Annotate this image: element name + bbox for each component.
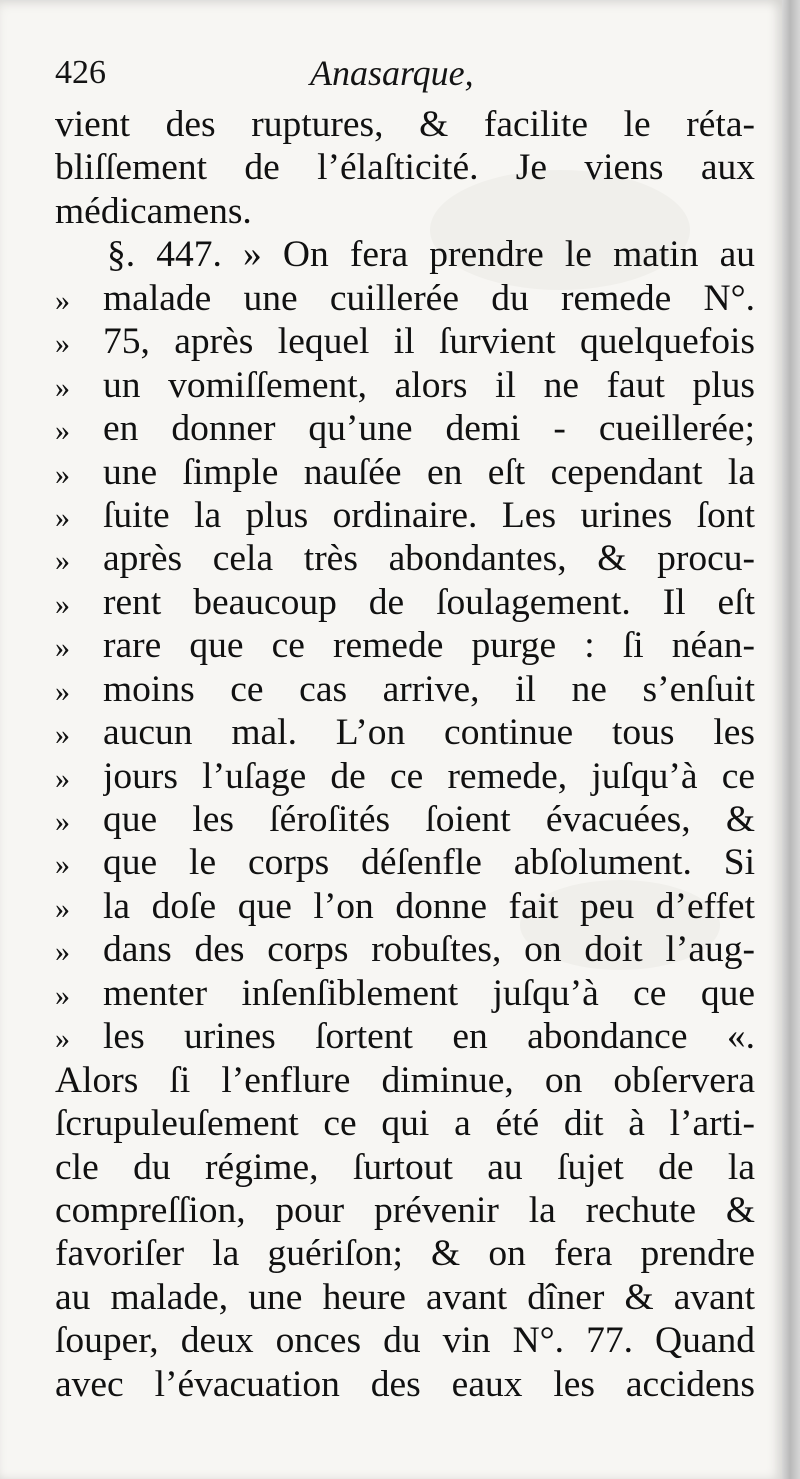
quote-mark: » <box>55 457 70 491</box>
page-number: 426 <box>55 54 106 91</box>
text-line: Alors ſi l’enflure diminue, on obſervera <box>55 1059 755 1101</box>
quote-mark: » <box>55 674 70 708</box>
text-line: compreſſion, pour prévenir la rechute & <box>55 1189 755 1231</box>
quoted-text: 75, après lequel il ſurvient quelquefois <box>103 321 755 363</box>
quoted-line <box>55 277 755 320</box>
quote-mark: » <box>55 761 70 795</box>
text-line: au malade, une heure avant dîner & avant <box>55 1276 755 1318</box>
text-line: avec l’évacuation des eaux les accidens <box>55 1363 755 1405</box>
quoted-text: jours l’uſage de ce remede, juſqu’à ce <box>103 755 755 797</box>
quote-mark: » <box>55 1022 70 1056</box>
quote-mark: » <box>55 935 70 969</box>
quote-mark: » <box>55 631 70 665</box>
quoted-line <box>55 972 755 1015</box>
quote-mark: » <box>55 978 70 1012</box>
quoted-line <box>55 624 755 667</box>
text-line: ſouper, deux onces du vin N°. 77. Quand <box>55 1320 755 1362</box>
running-head <box>55 50 745 96</box>
quoted-text: aucun mal. L’on continue tous les <box>103 712 755 754</box>
quote-mark: » <box>55 718 70 752</box>
quoted-text: les urines ſortent en abondance «. <box>103 1016 755 1058</box>
quoted-line <box>55 364 755 407</box>
quoted-text: menter inſenſiblement juſqu’à ce que <box>103 972 755 1014</box>
quoted-text: moins ce cas arrive, il ne s’enſuit <box>103 668 755 710</box>
quoted-line <box>55 668 755 711</box>
quoted-text: rare que ce remede purge : ſi néan- <box>103 625 755 667</box>
quoted-line <box>55 407 755 450</box>
quoted-line <box>55 320 755 363</box>
quote-mark: » <box>55 544 70 578</box>
running-title: Anasarque, <box>310 53 474 93</box>
quoted-text: un vomiſſement, alors il ne faut plus <box>103 364 755 406</box>
quote-mark: » <box>55 848 70 882</box>
quote-mark: » <box>55 805 70 838</box>
quoted-text: rent beaucoup de ſoulagement. Il eſt <box>103 581 755 623</box>
body-text <box>55 103 755 1406</box>
quote-mark: » <box>55 414 70 448</box>
quoted-text: une ſimple nauſée en eſt cependant la <box>103 451 755 493</box>
quoted-line <box>55 798 755 841</box>
text-line: médicamens. <box>55 190 252 232</box>
section-intro-line: §. 447. » On fera prendre le matin au <box>107 234 755 276</box>
quoted-line <box>55 494 755 537</box>
text-line: vient des ruptures, & facilite le réta- <box>55 104 755 145</box>
quoted-line <box>55 581 755 624</box>
quoted-text: en donner qu’une demi - cueillerée; <box>103 408 755 450</box>
quoted-line <box>55 755 755 798</box>
quoted-text: que les ſéroſités ſoient évacuées, & <box>103 799 755 840</box>
quoted-text: ſuite la plus ordinaire. Les urines ſont <box>103 494 755 536</box>
quoted-text: malade une cuillerée du remede N°. <box>103 277 755 319</box>
quoted-text: après cela très abondantes, & procu- <box>103 538 755 580</box>
quoted-line <box>55 537 755 580</box>
quoted-line <box>55 1015 755 1058</box>
text-line: favoriſer la guériſon; & on fera prendre <box>55 1233 755 1275</box>
text-line: cle du régime, ſurtout au ſujet de la <box>55 1146 755 1188</box>
quote-mark: » <box>55 891 70 925</box>
quoted-line <box>55 451 755 494</box>
quote-mark: » <box>55 500 70 534</box>
quoted-text: dans des corps robuſtes, on doit l’aug- <box>103 929 755 971</box>
quote-mark: » <box>55 370 70 404</box>
text-line: bliſſement de l’élaſticité. Je viens aux <box>55 147 755 189</box>
quoted-line <box>55 841 755 884</box>
quote-mark: » <box>55 283 70 317</box>
page-edge <box>782 0 800 1479</box>
quote-mark: » <box>55 587 70 621</box>
text-line: ſcrupuleuſement ce qui a été dit à l’arti- <box>55 1103 755 1145</box>
quote-mark: » <box>55 327 70 361</box>
quoted-line <box>55 928 755 971</box>
quoted-text: la doſe que l’on donne fait peu d’effet <box>103 885 755 927</box>
quoted-text: que le corps déſenfle abſolument. Si <box>103 842 755 884</box>
quoted-line <box>55 885 755 928</box>
quoted-line <box>55 711 755 754</box>
